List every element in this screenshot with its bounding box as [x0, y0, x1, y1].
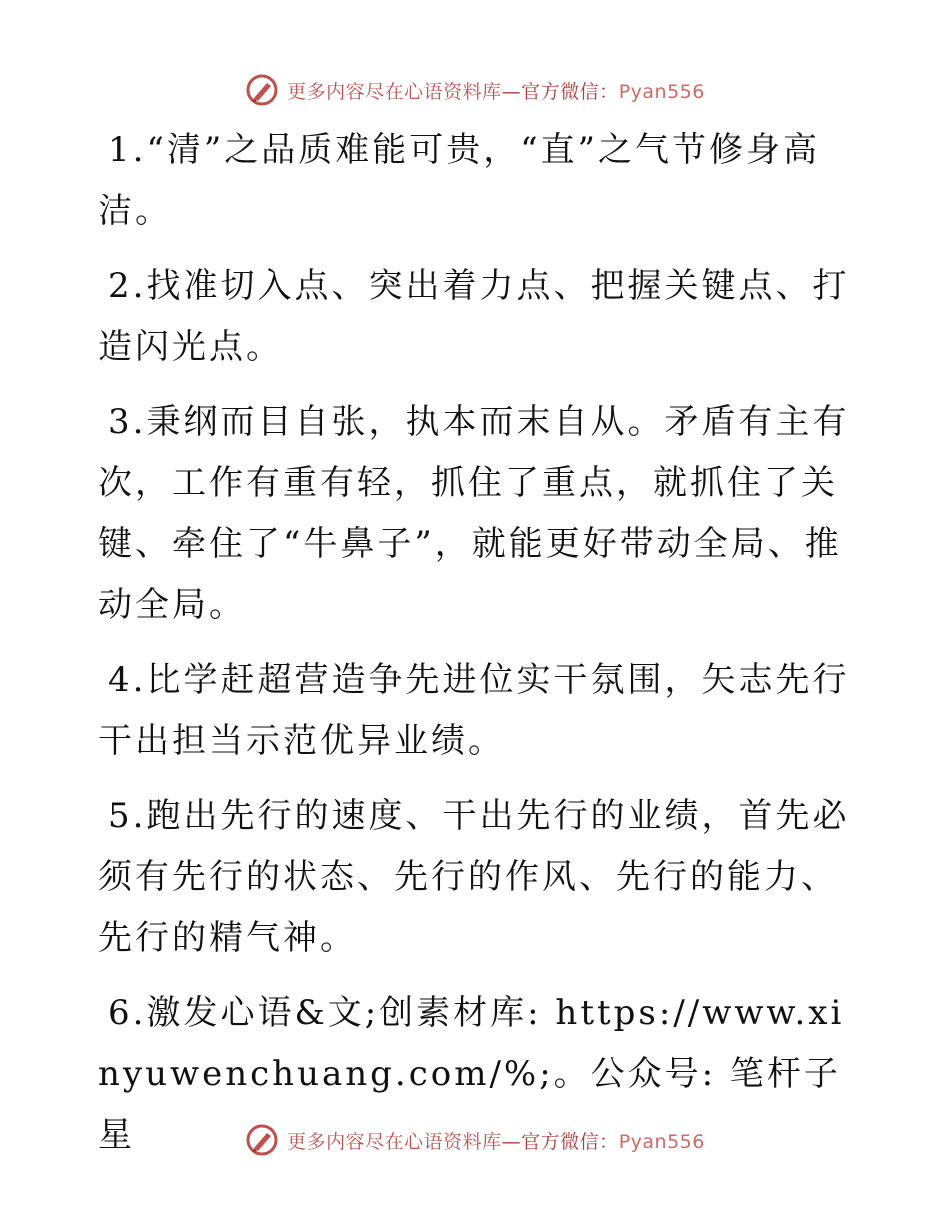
header-banner-sep: —: [501, 80, 522, 103]
paragraph-1: 1.“清”之品质难能可贵，“直”之气节修身高洁。: [98, 130, 820, 231]
paragraph-5: 5.跑出先行的速度、干出先行的业绩，首先必须有先行的状态、先行的作风、先行的能力、先行的精气神。: [98, 796, 850, 958]
header-banner-wechat: Pyan556: [618, 80, 705, 103]
footer-banner-text: [287, 1127, 705, 1154]
header-banner: [0, 70, 950, 110]
footer-banner: [0, 1120, 950, 1160]
header-banner-sub: 官方微信：: [521, 80, 619, 103]
header-banner-main: 更多内容尽在心语资料库: [287, 80, 502, 103]
pen-circle-icon: [245, 73, 279, 107]
document-body: [98, 120, 858, 1180]
footer-banner-sub: 官方微信：: [521, 1130, 619, 1153]
paragraph-2: 2.找准切入点、突出着力点、把握关键点、打造闪光点。: [98, 266, 850, 367]
pen-circle-icon: [245, 1123, 279, 1157]
header-banner-text: [287, 77, 705, 104]
paragraph-6: 6.激发心语&文;创素材库: https://www.xinyuwenchuang.com/%;。公众号: 笔杆子星: [98, 993, 845, 1155]
paragraph-4: 4.比学赶超营造争先进位实干氛围，矢志先行干出担当示范优异业绩。: [98, 660, 850, 761]
paragraph-3: 3.秉纲而目自张，执本而末自从。矛盾有主有次，工作有重有轻，抓住了重点，就抓住了关键、牵住了“牛鼻子”，就能更好带动全局、推动全局。: [98, 402, 850, 625]
footer-banner-wechat: Pyan556: [618, 1130, 705, 1153]
footer-banner-main: 更多内容尽在心语资料库: [287, 1130, 502, 1153]
footer-banner-sep: —: [501, 1130, 522, 1153]
